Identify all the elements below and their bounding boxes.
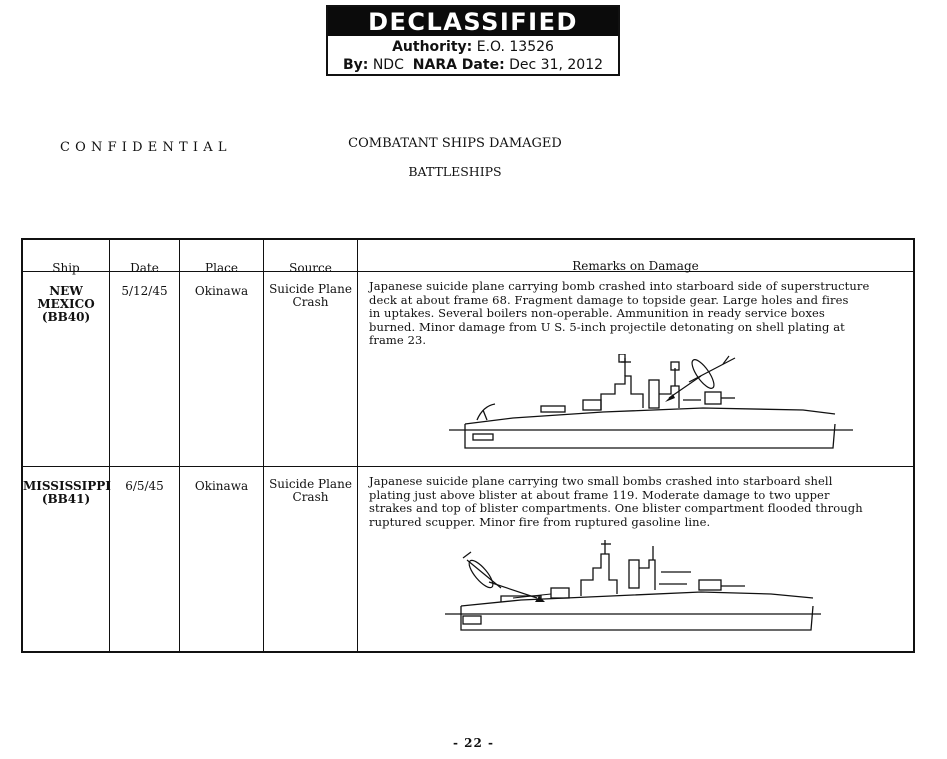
table-row-source [264,283,357,309]
remarks-line: deck at about frame 68. Fragment damage to topside gear. Large holes and fires [369,292,849,307]
row-divider [23,466,913,467]
stamp-by-value: NDC [372,57,404,73]
stamp-authority-value: E.O. 13526 [476,39,554,55]
ship-name-line: MEXICO [37,297,95,311]
source-line: Crash [292,295,329,309]
table-row-remarks [369,475,914,529]
remarks-line: plating just above blister at about frame 119. Moderate damage to two upper [369,487,830,502]
column-divider [179,240,180,651]
remarks-line: strakes and top of blister compartments. One blister compartment flooded through [369,501,863,516]
table-row-date: 6/5/45 [125,479,164,493]
remarks-line: ruptured scupper. Minor fire from ruptured gasoline line. [369,514,711,529]
stamp-authority-label: Authority: [392,39,473,55]
header-remarks: Remarks on Damage [572,259,699,273]
stamp-by-label: By: [342,57,369,73]
ship-name-line: MISSISSIPPI [23,479,111,493]
table-row-ship [23,285,109,324]
declassified-stamp [326,5,620,76]
stamp-by-line [328,56,618,75]
classification-label: CONFIDENTIAL [60,140,232,155]
header-source: Source [289,261,332,275]
source-line: Suicide Plane [269,282,352,296]
remarks-line: in uptakes. Several boilers non-operable. Ammunition in ready service boxes [369,306,825,321]
ship-hull-number: (BB41) [41,492,91,506]
new-mexico-damage-diagram [443,354,863,454]
remarks-line: Japanese suicide plane carrying bomb crashed into starboard side of superstructure [369,279,870,293]
ship-name-line: NEW [49,284,83,298]
header-date: Date [130,261,159,275]
table-row-date: 5/12/45 [121,284,168,298]
page-title: COMBATANT SHIPS DAMAGED [348,136,562,151]
column-divider [357,240,358,651]
page-subtitle: BATTLESHIPS [408,164,502,179]
ship-hull-number: (BB40) [41,310,91,324]
source-line: Suicide Plane [269,477,352,491]
damage-table [21,238,915,653]
table-row-place: Okinawa [194,479,249,493]
table-row-remarks [369,280,914,348]
remarks-line: Japanese suicide plane carrying two small bombs crashed into starboard shell [369,474,833,488]
stamp-nara-label: NARA Date: [412,57,505,73]
table-row-ship [23,480,109,506]
mississippi-damage-diagram [441,540,831,636]
header-place: Place [205,261,238,275]
remarks-line: frame 23. [369,333,427,348]
table-row-source [264,478,357,504]
remarks-line: burned. Minor damage from U S. 5-inch projectile detonating on shell plating at [369,319,845,334]
table-row-place: Okinawa [194,284,249,298]
stamp-heading: DECLASSIFIED [328,7,618,36]
page-number: - 22 - [452,736,494,750]
stamp-authority [328,38,618,56]
header-ship: Ship [52,261,80,275]
source-line: Crash [292,490,329,504]
column-divider [109,240,110,651]
stamp-nara-value: Dec 31, 2012 [509,57,604,73]
